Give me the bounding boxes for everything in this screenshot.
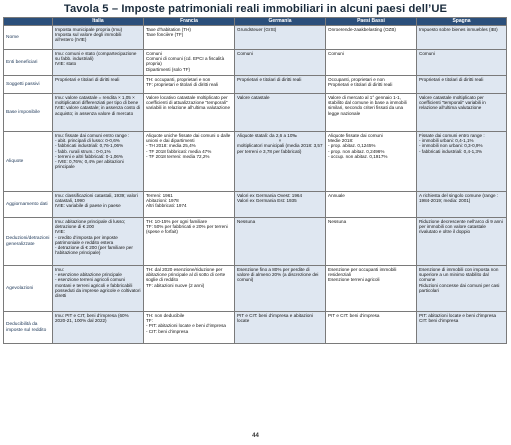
- cell-line: Valore catastale moltiplicato per coefficienti "temporali" variabili in relazione all’ultima valutazione: [419, 95, 486, 111]
- row-label: Enti beneficiari: [4, 50, 53, 76]
- cell-line: IVIE:: [55, 229, 65, 235]
- table-cell: [417, 218, 507, 266]
- table-cell: [417, 94, 507, 132]
- table-cell: [144, 76, 235, 94]
- cell-line: Comuni: [146, 51, 162, 56]
- cell-line: Aliquote uniche fissate dai comuni o dalle unioni e dai dipartimenti: [146, 133, 231, 144]
- cell-line: Proprietari e titolari di diritti reali: [419, 77, 484, 82]
- cell-line: Esenzione fino a 80% per perdite di valore di almeno 20% (a discrezione dei comuni): [237, 267, 319, 283]
- cell-line: ×: [278, 138, 282, 144]
- table-cell: [144, 266, 235, 312]
- table-row: [4, 132, 507, 192]
- table-cell: [235, 192, 326, 218]
- cell-line: - TF 2018 terreni: media 72,2%: [146, 153, 210, 159]
- cell-line: TF:: [146, 318, 153, 324]
- tax-comparison-table: [3, 17, 507, 344]
- cell-line: Imu: classificazioni catastali, 1939; valori catastali, 1990: [55, 193, 138, 204]
- cell-line: Valore di mercato al 1° gennaio 1-1, stabilito dal comune in base a immobili similari, secondo criteri fissati da una legge nazionale: [328, 95, 407, 116]
- cell-line: Valore locativo catastale moltiplicato per coefficienti di attualizzazione "temporali" variabili in relazione all’ultima valutazione: [146, 95, 231, 111]
- row-label: Nome: [4, 26, 53, 50]
- cell-line: TH: dal 2020 esenzione/riduzione per abitazione principale al di sotto di certe soglie di reddito: [146, 267, 226, 283]
- cell-line: TH: occupanti, proprietari e non: [146, 77, 211, 82]
- table-cell: [53, 50, 144, 76]
- cell-line: Comuni: [419, 51, 435, 56]
- cell-line: - immobili urbani: 0,4-1,1%: [419, 138, 474, 144]
- cell-line: - abit. principali di lusso: 0-0,6%: [55, 138, 120, 144]
- table-cell: [326, 76, 417, 94]
- column-header: Italia: [53, 18, 144, 26]
- cell-line: - immobili non urbani: 0,3-0,9%: [419, 143, 483, 149]
- cell-line: - TH 2018: media 25,4%: [146, 143, 196, 149]
- table-cell: [417, 50, 507, 76]
- cell-line: - fabb. rurali strum.: 0-0,1%: [55, 148, 111, 154]
- table-cell: [53, 26, 144, 50]
- cell-line: Esenzione di immobili con imposta non superiore a un minimo stabilito dal comune: [419, 267, 499, 283]
- row-label: Aliquote: [4, 132, 53, 192]
- cell-line: - esenzione abitazione principale: [55, 272, 122, 278]
- cell-line: - credito d’imposta per imposte patrimoniale e reddito estera: [55, 234, 118, 245]
- cell-line: Comuni di comuni (cd. EPCI a fiscalità propria): [146, 56, 225, 67]
- table-cell: [417, 312, 507, 344]
- cell-line: Nessuna: [328, 219, 347, 224]
- cell-line: Proprietari e titolari di diritti reali: [328, 82, 393, 88]
- table-cell: [417, 76, 507, 94]
- table-cell: [326, 94, 417, 132]
- table-cell: [53, 312, 144, 344]
- cell-line: TF: 50% per fabbricati e 20% per terreni (spese e forfait): [146, 224, 228, 235]
- cell-line: Valori ex Germania Ovest: 1964: [237, 193, 303, 198]
- cell-line: Taxe d’habitation (TH): [146, 27, 191, 32]
- cell-line: Medie 2018:: [328, 138, 354, 144]
- cell-line: Aliquote statali: da 2,6 a 10‰: [237, 133, 298, 138]
- row-label: Deduzioni/detrazioni generalizzate: [4, 218, 53, 266]
- cell-line: - TF 2018 fabbricati: media 47%: [146, 148, 212, 154]
- cell-line: A richiesta del singolo comune (range : 1984-2019; media: 2001): [419, 193, 499, 204]
- cell-line: - occup. non abitaz. 0,1917%: [328, 153, 388, 159]
- table-cell: [235, 76, 326, 94]
- column-header: Germania: [235, 18, 326, 26]
- table-cell: [144, 94, 235, 132]
- table-cell: [235, 218, 326, 266]
- cell-line: Taxe foncière (TF): [146, 32, 184, 38]
- table-cell: [417, 192, 507, 218]
- cell-line: Proprietari e titolari di diritti reali: [55, 77, 120, 82]
- row-label: Base imponibile: [4, 94, 53, 132]
- cell-line: Esenzione terreni agricoli: [328, 277, 380, 283]
- cell-line: TF: abitazioni nuove (2 anni): [146, 282, 205, 288]
- table-cell: [326, 50, 417, 76]
- header-corner: [4, 18, 53, 26]
- table-cell: [144, 192, 235, 218]
- cell-line: - prop. abitaz. 0,1245%: [328, 143, 376, 149]
- table-cell: [235, 312, 326, 344]
- table-cell: [326, 218, 417, 266]
- cell-line: Nessuna: [237, 219, 256, 224]
- cell-line: Proprietari e titolari di diritti reali: [237, 77, 302, 82]
- table-cell: [53, 218, 144, 266]
- cell-line: Dipartimenti (solo TF): [146, 66, 191, 72]
- cell-line: Imu: comuni e stato (compartecipazione su fabb. industriali): [55, 51, 137, 62]
- cell-line: Occupanti, proprietari e non: [328, 77, 385, 82]
- row-label: Agevolazioni: [4, 266, 53, 312]
- cell-line: TH: non deducibile: [146, 313, 185, 318]
- cell-line: Imposta municipale propria (Imu): [55, 27, 123, 32]
- cell-line: TH: 10-15% per ogni familiare: [146, 219, 208, 224]
- column-header: Spagna: [417, 18, 507, 26]
- column-header: Paesi Bassi: [326, 18, 417, 26]
- table-cell: [326, 266, 417, 312]
- table-row: [4, 192, 507, 218]
- table-row: [4, 218, 507, 266]
- cell-line: IVIE: stato: [55, 61, 77, 67]
- cell-line: Abitazioni: 1978: [146, 198, 179, 204]
- table-row: [4, 312, 507, 344]
- table-row: [4, 94, 507, 132]
- column-header: Francia: [144, 18, 235, 26]
- cell-line: Altri fabbricati: 1974: [146, 203, 187, 209]
- cell-line: Imu: fissate dai comuni entro range :: [55, 133, 130, 138]
- cell-line: IVIE: valore catastale; in assenza costo di acquisto; in assenza valore di mercato: [55, 105, 141, 116]
- table-cell: [326, 192, 417, 218]
- table-row: [4, 50, 507, 76]
- table-header-row: [4, 18, 507, 26]
- table-cell: [53, 266, 144, 312]
- table-cell: [144, 132, 235, 192]
- table-row: [4, 76, 507, 94]
- cell-line: TF: proprietari e titolari di diritti reali: [146, 82, 218, 88]
- cell-line: Onroerende-zaakbelasting (OZB): [328, 27, 396, 32]
- cell-line: Imposta sul valore degli immobili all’estero (IVIE): [55, 32, 122, 43]
- table-cell: [326, 132, 417, 192]
- table-cell: [326, 312, 417, 344]
- cell-line: IVIE: variabile di paese in paese: [55, 203, 121, 209]
- cell-line: Annuale: [328, 193, 345, 198]
- page-number: 44: [252, 433, 259, 439]
- cell-line: Comuni: [237, 51, 253, 56]
- table-cell: [144, 50, 235, 76]
- row-label: Soggetti passivi: [4, 76, 53, 94]
- cell-line: - prop. non abitaz. 0,2496%: [328, 148, 385, 154]
- cell-line: - PIT: abitazioni locate e beni d’impresa: [146, 323, 226, 329]
- cell-line: Imu: abitazione principale di lusso; detrazione di € 200: [55, 219, 126, 230]
- cell-line: Grundsteuer (GrSt): [237, 27, 277, 32]
- table-cell: [53, 76, 144, 94]
- cell-line: PIT e CIT: beni d’impresa e abitazioni locate: [237, 313, 314, 324]
- row-label: Aggiornamento dati: [4, 192, 53, 218]
- page-title: Tavola 5 – Imposte patrimoniali reali immobiliari in alcuni paesi dell’UE: [63, 3, 448, 15]
- table-cell: [235, 94, 326, 132]
- cell-line: - IVIE: 0,76%; 0,4% per abitazioni principale: [55, 159, 124, 170]
- table-cell: [417, 26, 507, 50]
- table-cell: [53, 132, 144, 192]
- cell-line: - detrazione di € 200 (per familiare per l’abitazione principale): [55, 245, 133, 256]
- cell-line: - fabbricati industriali: 0,4-1,3%: [419, 148, 483, 154]
- row-label: Deducibilità da imposte sul reddito: [4, 312, 53, 344]
- cell-line: Terreni: 1961: [146, 193, 173, 198]
- cell-line: - esenzione terreni agricoli comuni montani e terreni agricoli e fabbricabili posseduti da imprese agricole e coltivatori diretti: [55, 277, 141, 299]
- cell-line: - terreni e altri fabbricati: 0-1,06%: [55, 153, 123, 159]
- table-cell: [144, 218, 235, 266]
- table-row: [4, 266, 507, 312]
- cell-line: Imu: PIT e CIT, beni d’impresa (60% 2020-21, 100% dal 2022): [55, 313, 129, 324]
- cell-line: Riduzioni concesse dai comuni per casi particolari: [419, 282, 500, 293]
- cell-line: - fabbricati industriali: 0,76-1,06%: [55, 143, 124, 149]
- table-cell: [235, 266, 326, 312]
- cell-line: Imu: valore catastale = rendita × 1,05 × moltiplicatori differenziati per tipo di bene: [55, 95, 139, 106]
- cell-line: Valori ex Germania Est: 1935: [237, 198, 297, 204]
- table-body: [4, 26, 507, 344]
- table-cell: [417, 132, 507, 192]
- cell-line: - CIT: beni d’impresa: [146, 328, 189, 334]
- table-cell: [53, 192, 144, 218]
- cell-line: Aliquote fissate dai comuni: [328, 133, 383, 138]
- cell-line: Comuni: [328, 51, 344, 56]
- table-cell: [144, 26, 235, 50]
- cell-line: PIT: abitazioni locate e beni d’impresa: [419, 313, 497, 318]
- table-cell: [235, 132, 326, 192]
- cell-line: Esenzione per occupanti immobili residenziali: [328, 267, 397, 278]
- table-cell: [326, 26, 417, 50]
- cell-line: CIT: beni d’impresa: [419, 318, 459, 324]
- cell-line: Imu:: [55, 267, 64, 272]
- table-cell: [235, 26, 326, 50]
- cell-line: PIT e CIT: beni d’impresa: [328, 313, 380, 318]
- cell-line: Fissate dai comuni entro range :: [419, 133, 485, 138]
- cell-line: moltiplicatori municipali (media 2018: 3,57 per terreni e 3,78 per fabbricati): [237, 143, 323, 154]
- table-cell: [53, 94, 144, 132]
- table-cell: [417, 266, 507, 312]
- table-row: [4, 26, 507, 50]
- cell-line: Riduzione decrescente nell’arco di 9 anni per immobili con valore catastale rivalutato e oltre il doppio: [419, 219, 503, 235]
- table-cell: [144, 312, 235, 344]
- cell-line: Valore catastale: [237, 95, 270, 100]
- cell-line: Impuesto sobre bienes inmuebles (IBI): [419, 27, 498, 32]
- table-cell: [235, 50, 326, 76]
